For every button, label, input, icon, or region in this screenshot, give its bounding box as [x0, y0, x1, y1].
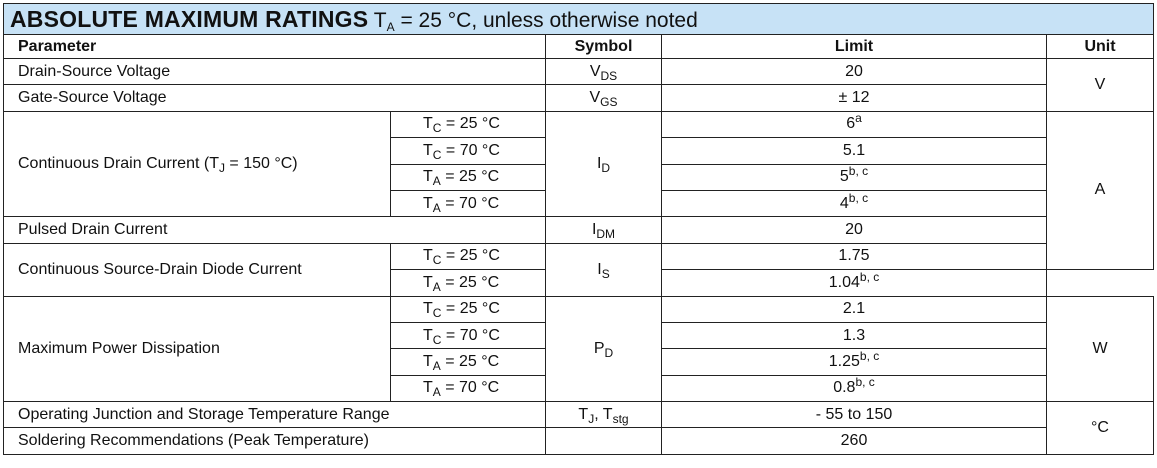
param-is: Continuous Source-Drain Diode Current: [4, 243, 391, 296]
header-parameter: Parameter: [4, 35, 546, 59]
cond-sub: C: [432, 121, 442, 136]
cond-sub: C: [432, 306, 442, 321]
title-t-symbol: T: [373, 8, 387, 32]
condition-is-0: [391, 243, 546, 269]
limit-footnote: b, c: [859, 269, 880, 284]
limit-pd-1: [662, 322, 1047, 348]
cond-sub: C: [432, 332, 442, 347]
cond-rest: = 70 °C: [441, 326, 500, 344]
param-vgs: Gate-Source Voltage: [4, 85, 546, 111]
limit-soldering: 260: [662, 428, 1047, 454]
condition-id-1: [391, 138, 546, 164]
condition-pd-2: [391, 349, 546, 375]
cond-rest: = 25 °C: [440, 352, 500, 370]
table-row: [4, 111, 1154, 137]
cond-sub: A: [432, 385, 441, 400]
param-id-text: Continuous Drain Current (T: [18, 155, 219, 173]
condition-id-3: [391, 190, 546, 216]
cond-t: T: [423, 141, 433, 159]
condition-pd-0: [391, 296, 546, 322]
symbol-subscript-stg: stg: [612, 411, 629, 426]
limit-id-1: [662, 138, 1047, 164]
param-idm: Pulsed Drain Current: [4, 217, 546, 243]
table-row: [4, 296, 1154, 322]
condition-is-1: [391, 270, 546, 296]
symbol-vgs: [546, 85, 662, 111]
limit-is-0: [662, 243, 1047, 269]
absolute-maximum-ratings-table: [3, 3, 1154, 455]
table-row: [4, 59, 1154, 85]
header-symbol: Symbol: [546, 35, 662, 59]
absolute-maximum-ratings-table-container: [3, 3, 1153, 465]
symbol-subscript: D: [601, 161, 611, 176]
limit-tj: - 55 to 150: [662, 402, 1047, 428]
header-limit: Limit: [662, 35, 1047, 59]
limit-value: 4: [839, 194, 849, 212]
limit-value: 5: [839, 168, 849, 186]
symbol-main: V: [589, 62, 601, 80]
limit-pd-0: [662, 296, 1047, 322]
table-row: [4, 428, 1154, 454]
title-t-subscript: A: [386, 19, 395, 34]
table-title: [4, 4, 1154, 35]
param-id: [4, 111, 391, 217]
limit-value: 2.1: [842, 300, 866, 318]
symbol-pd: [546, 296, 662, 402]
cond-rest: = 25 °C: [440, 168, 500, 186]
limit-id-0: [662, 111, 1047, 137]
condition-id-2: [391, 164, 546, 190]
condition-id-0: [391, 111, 546, 137]
symbol-main: I: [597, 260, 602, 278]
limit-pd-3: [662, 375, 1047, 401]
param-id-text-end: = 150 °C): [224, 155, 298, 173]
symbol-separator: , T: [594, 405, 613, 423]
condition-pd-1: [391, 322, 546, 348]
cond-rest: = 70 °C: [440, 194, 500, 212]
symbol-id: [546, 111, 662, 217]
symbol-subscript: S: [601, 266, 610, 281]
limit-is-1: [662, 270, 1047, 296]
symbol-main: P: [593, 339, 605, 357]
unit-current: A: [1047, 111, 1154, 269]
cond-t: T: [423, 168, 433, 186]
cond-t: T: [423, 115, 433, 133]
limit-footnote: b, c: [848, 190, 869, 205]
param-tj: Operating Junction and Storage Temperature Range: [4, 402, 546, 428]
limit-vgs: ± 12: [662, 85, 1047, 111]
limit-pd-2: [662, 349, 1047, 375]
cond-t: T: [423, 247, 433, 265]
cond-rest: = 25 °C: [441, 247, 500, 265]
limit-value: 0.8: [833, 379, 856, 397]
table-title-main: ABSOLUTE MAXIMUM RATINGS: [10, 5, 369, 32]
limit-value: 1.04: [828, 273, 860, 291]
cond-sub: A: [432, 174, 441, 189]
cond-t: T: [423, 194, 433, 212]
cond-rest: = 25 °C: [441, 300, 500, 318]
limit-value: 1.25: [828, 352, 860, 370]
symbol-main: I: [591, 221, 597, 239]
cond-t: T: [423, 379, 433, 397]
condition-pd-3: [391, 375, 546, 401]
symbol-subscript: GS: [600, 95, 618, 110]
limit-footnote: b, c: [855, 375, 875, 390]
cond-sub: A: [432, 279, 441, 294]
limit-footnote: b, c: [859, 348, 880, 363]
symbol-subscript: DS: [600, 68, 618, 83]
param-id-subscript: J: [218, 161, 225, 176]
cond-rest: = 70 °C: [441, 141, 500, 159]
symbol-subscript: J: [588, 411, 595, 426]
param-pd: Maximum Power Dissipation: [4, 296, 391, 402]
table-title-condition: [374, 9, 698, 32]
limit-value: 6: [846, 115, 856, 133]
unit-power: W: [1047, 296, 1154, 402]
limit-vds: 20: [662, 59, 1047, 85]
limit-value: 5.1: [842, 141, 866, 159]
table-row: [4, 85, 1154, 111]
symbol-main: I: [596, 155, 602, 173]
limit-footnote: b, c: [848, 164, 869, 179]
cond-sub: C: [432, 253, 442, 268]
symbol-subscript: DM: [596, 227, 616, 242]
title-condition-text: = 25 °C, unless otherwise noted: [394, 8, 698, 32]
unit-voltage: V: [1047, 59, 1154, 112]
cond-rest: = 25 °C: [441, 115, 500, 133]
param-soldering: Soldering Recommendations (Peak Temperature): [4, 428, 546, 454]
cond-sub: A: [432, 358, 441, 373]
cond-rest: = 70 °C: [440, 379, 500, 397]
table-row: [4, 243, 1154, 269]
header-row: [4, 35, 1154, 59]
limit-footnote: a: [855, 111, 862, 126]
symbol-main: T: [578, 405, 589, 423]
symbol-is: [546, 243, 662, 296]
limit-id-3: [662, 190, 1047, 216]
param-vds: Drain-Source Voltage: [4, 59, 546, 85]
limit-idm: 20: [662, 217, 1047, 243]
limit-value: 1.75: [838, 247, 870, 265]
cond-sub: A: [432, 200, 441, 215]
symbol-idm: [546, 217, 662, 243]
unit-temperature: °C: [1047, 402, 1154, 455]
table-row: [4, 217, 1154, 243]
cond-t: T: [423, 300, 433, 318]
symbol-tj: [546, 402, 662, 428]
cond-sub: C: [432, 147, 442, 162]
symbol-main: V: [589, 89, 601, 107]
cond-t: T: [423, 326, 433, 344]
symbol-vds: [546, 59, 662, 85]
header-unit: Unit: [1047, 35, 1154, 59]
cond-t: T: [423, 273, 433, 291]
table-row: [4, 402, 1154, 428]
cond-rest: = 25 °C: [440, 273, 500, 291]
symbol-soldering-empty: [546, 428, 662, 454]
cond-t: T: [423, 352, 433, 370]
symbol-subscript: D: [604, 345, 614, 360]
limit-value: 1.3: [842, 326, 866, 344]
limit-id-2: [662, 164, 1047, 190]
